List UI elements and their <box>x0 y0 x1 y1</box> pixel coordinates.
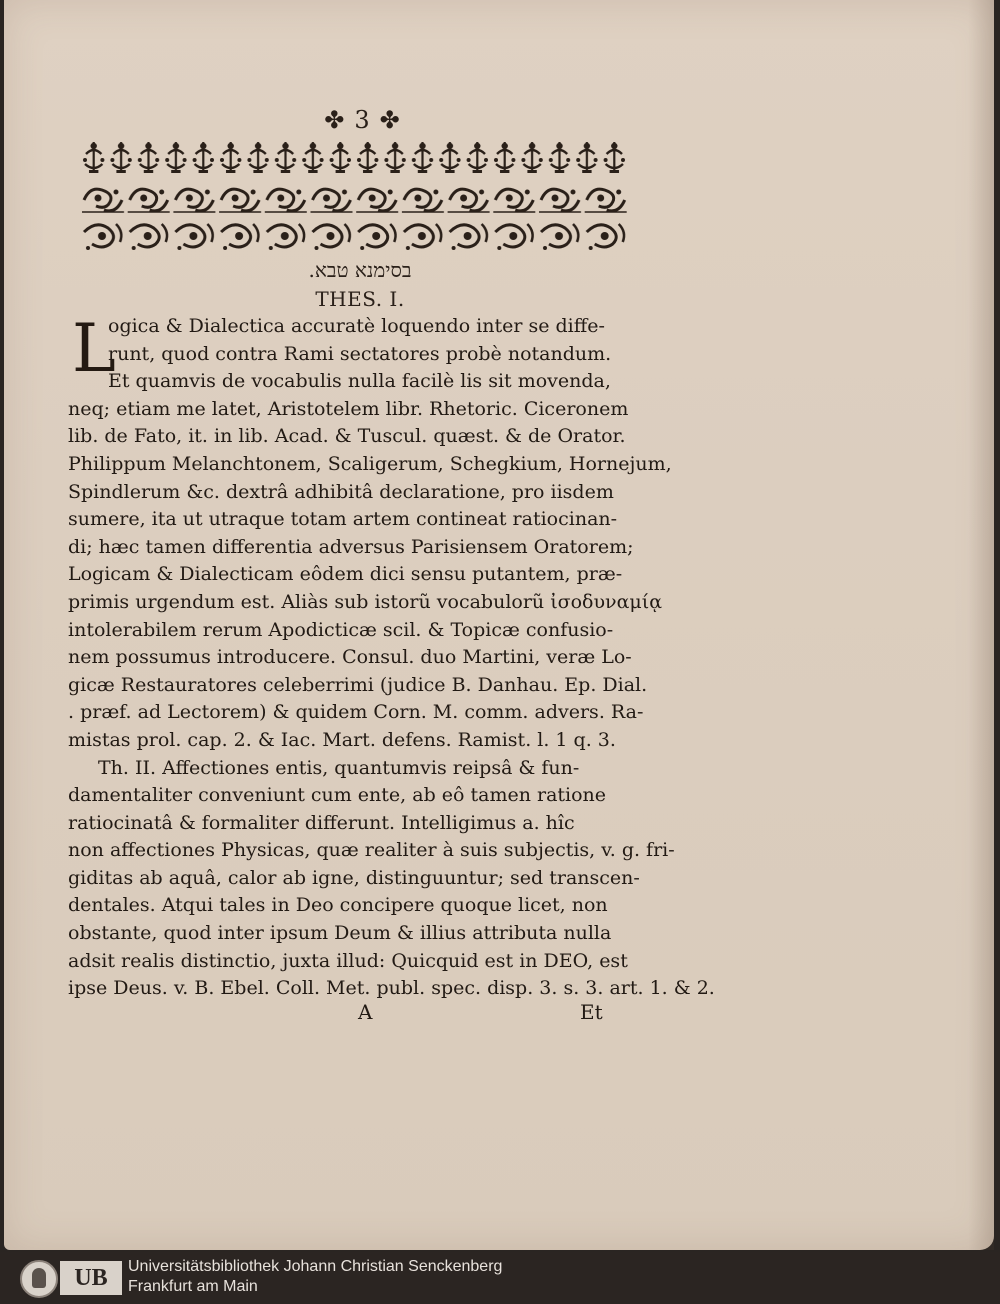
thesis-heading: THES. I. <box>315 287 405 311</box>
text-line: primis urgendum est. Aliàs sub istorũ vocabulorũ ἰσοδυναμίᾳ <box>68 590 663 613</box>
page-header <box>312 103 412 137</box>
signature-mark: A <box>358 1000 373 1024</box>
text-line: intolerabilem rerum Apodicticæ scil. & Topicæ confusio- <box>68 618 614 641</box>
text-line: gicæ Restauratores celeberrimi (judice B. Danhau. Ep. Dial. <box>68 673 648 696</box>
page-number: 3 <box>354 106 370 134</box>
ornament-band-scroll-2 <box>80 218 628 254</box>
text-line: Spindlerum &c. dextrâ adhibitâ declaratione, pro iisdem <box>68 480 614 503</box>
text-line: Logicam & Dialecticam eôdem dici sensu putantem, præ- <box>68 563 623 586</box>
text-line: Th. II. Affectiones entis, quantumvis reipsâ & fun- <box>98 756 580 779</box>
library-logo[interactable]: UB <box>60 1261 122 1295</box>
text-line: adsit realis distinctio, juxta illud: Quicquid est in DEO, est <box>68 949 628 972</box>
text-line: Et quamvis de vocabulis nulla facilè lis sit movenda, <box>108 370 611 393</box>
library-name: Universitätsbibliothek Johann Christian Senckenberg <box>128 1258 503 1275</box>
body-text <box>68 310 715 1003</box>
drop-capital: L <box>72 310 116 387</box>
fleuron-left-icon: ✤ <box>324 106 345 134</box>
catchword: Et <box>580 1000 603 1024</box>
ornament-band-fleurs <box>80 140 628 176</box>
library-footer <box>0 1252 1000 1304</box>
fleuron-right-icon: ✤ <box>379 106 400 134</box>
text-line: dentales. Atqui tales in Deo concipere quoque licet, non <box>68 894 608 917</box>
text-line: nem possumus introducere. Consul. duo Martini, veræ Lo- <box>68 646 632 669</box>
text-line: runt, quod contra Rami sectatores probè notandum. <box>108 342 612 365</box>
text-line: lib. de Fato, it. in lib. Acad. & Tuscul. quæst. & de Orator. <box>68 425 626 448</box>
text-line: obstante, quod inter ipsum Deum & illius attributa nulla <box>68 922 612 945</box>
text-line: non affectiones Physicas, quæ realiter à suis subjectis, v. g. fri- <box>68 839 675 862</box>
text-line: mistas prol. cap. 2. & Iac. Mart. defens. Ramist. l. 1 q. 3. <box>68 728 616 751</box>
paper-edge <box>968 0 994 1250</box>
library-city: Frankfurt am Main <box>128 1278 258 1295</box>
text-line: ipse Deus. v. B. Ebel. Coll. Met. publ. spec. disp. 3. s. 3. art. 1. & 2. <box>68 977 715 1000</box>
text-line: di; hæc tamen differentia adversus Parisiensem Oratorem; <box>68 535 634 558</box>
text-line: damentaliter conveniunt cum ente, ab eô tamen ratione <box>68 784 607 807</box>
hebrew-motto: בסימנא טבא. <box>308 258 412 282</box>
text-line: giditas ab aquâ, calor ab igne, distinguuntur; sed transcen- <box>68 866 640 889</box>
ornament-band-scroll-1 <box>80 182 628 218</box>
text-line: neq; etiam me latet, Aristotelem libr. Rhetoric. Ciceronem <box>68 397 629 420</box>
library-seal-icon <box>20 1260 58 1298</box>
text-line: . præf. ad Lectorem) & quidem Corn. M. comm. advers. Ra- <box>68 701 644 724</box>
text-line: ogica & Dialectica accuratè loquendo inter se diffe- <box>108 315 605 337</box>
text-line: ratiocinatâ & formaliter differunt. Intelligimus a. hîc <box>68 811 575 834</box>
text-line: Philippum Melanchtonem, Scaligerum, Schegkium, Hornejum, <box>68 452 672 475</box>
text-line: sumere, ita ut utraque totam artem contineat ratiocinan- <box>68 508 618 531</box>
